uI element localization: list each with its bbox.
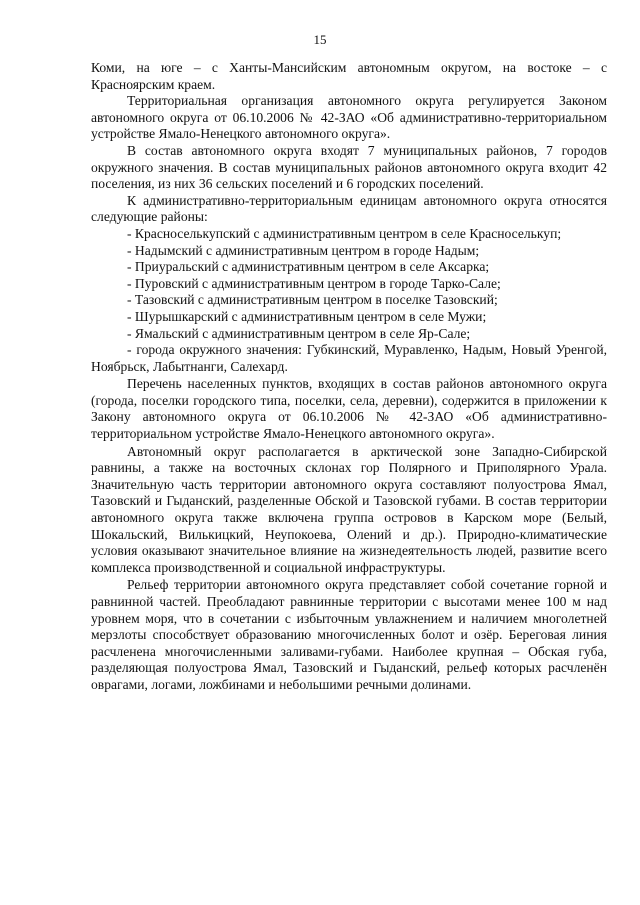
list-item: - Приуральский с административным центром в селе Аксарка; [127, 259, 490, 275]
list-item: - города окружного значения: Губкинский, Муравленко, Надым, Новый Уренгой, Ноябрьск, Лабытнанги, Салехард. [91, 342, 607, 374]
paragraph-settlements-list: Перечень населенных пунктов, входящих в состав районов автономного округа (города, поселки городского типа, поселки, села, деревни), содержится в приложении к Закону автономного округа от 06.10.2006 № 42-ЗАО «Об административно-территориальном устройстве Ямало-Ненецкого автономного округа». [91, 376, 607, 442]
document-body [91, 60, 607, 694]
list-item: - Тазовский с административным центром в поселке Тазовский; [127, 292, 498, 308]
paragraph-municipal-composition: В состав автономного округа входят 7 муниципальных районов, 7 городов окружного значения. В состав муниципальных районов автономного округа входит 42 поселения, из них 36 сельских поселений и 6 городских поселений. [91, 142, 607, 192]
list-item: - Красноселькупский с административным центром в селе Красноселькуп; [127, 225, 562, 241]
list-item: - Ямальский с административным центром в селе Яр-Сале; [127, 325, 471, 341]
paragraph-geography: Автономный округ располагается в арктической зоне Западно-Сибирской равнины, а также на восточных склонах гор Полярного и Приполярного Урала. Значительную часть территории автономного округа составляют полуострова Ямал, Тазовский и Гыданский, разделенные Обской и Тазовской губами. В состав территории автономного округа также включена группа островов в Карском море (Белый, Шокальский, Вилькицкий, Неупокоева, Олений и др.). Природно-климатические условия оказывают значительное влияние на жизнедеятельность людей, развитие всего комплекса производственной и социальной инфраструктуры. [91, 443, 607, 575]
list-item: - Шурышкарский с административным центром в селе Мужи; [127, 308, 487, 324]
list-item: - Надымский с административным центром в городе Надым; [127, 242, 480, 258]
page-number: 15 [313, 32, 327, 47]
paragraph-districts-intro: К административно-территориальным единицам автономного округа относятся следующие районы: [91, 192, 607, 225]
paragraph-relief: Рельеф территории автономного округа представляет собой сочетание горной и равнинной частей. Преобладают равнинные территории с высотами менее 100 м над уровнем моря, что в сочетании с избыточным увлажнением и наличием многолетней мерзлоты способствует образованию многочисленных болот и озёр. Береговая линия расчленена многочисленными заливами-губами. Наиболее крупная – Обская губа, разделяющая полуострова Ямал, Тазовский и Гыданский, рельеф которых расчленён оврагами, логами, ложбинами и небольшими речными долинами. [91, 577, 607, 692]
paragraph-territorial-organization: Территориальная организация автономного округа регулируется Законом автономного округа от 06.10.2006 № 42-ЗАО «Об административно-территориальном устройстве Ямало-Ненецкого автономного округа». [91, 93, 607, 142]
paragraph-continued: Коми, на юге – с Ханты-Мансийским автономным округом, на востоке – с Красноярским краем. [91, 60, 607, 92]
list-item: - Пуровский с административным центром в городе Тарко-Сале; [127, 275, 501, 291]
districts-list [91, 226, 607, 375]
